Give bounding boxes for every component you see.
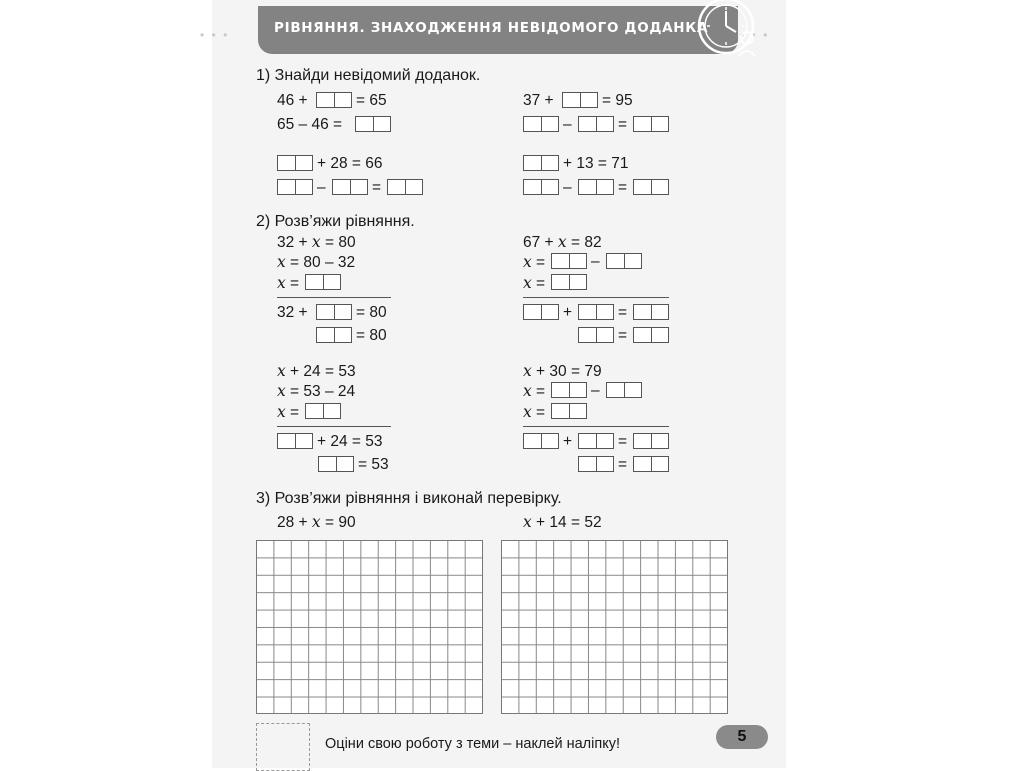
equals-sign: = (618, 116, 628, 133)
answer-box[interactable] (523, 179, 559, 195)
equation-b: 67 + x = 82 (523, 233, 602, 251)
plus-sign: + (563, 433, 573, 450)
answer-box[interactable] (633, 433, 669, 449)
task3-heading: 3) Розв’яжи рівняння і виконай перевірку. (256, 490, 562, 507)
answer-box[interactable] (606, 253, 642, 269)
equals-sign: = (618, 327, 628, 344)
task1a-right: = 65 (356, 92, 387, 109)
check-c-line2: = 53 (358, 456, 389, 473)
answer-box[interactable] (318, 456, 354, 472)
clock-icon (692, 0, 762, 66)
answer-box[interactable] (633, 327, 669, 343)
answer-box[interactable] (316, 327, 352, 343)
minus-sign: – (563, 179, 572, 196)
equation-a-step2: x = 80 – 32 (277, 253, 356, 271)
equation-a-step3: x = (277, 274, 300, 292)
equation-c-step3: x = (277, 403, 300, 421)
plus-sign: + (563, 304, 573, 321)
answer-box[interactable] (316, 304, 352, 320)
sticker-placeholder[interactable] (256, 723, 310, 771)
equation-b-step2: x = (523, 253, 546, 271)
topic-title: РІВНЯННЯ. ЗНАХОДЖЕННЯ НЕВІДОМОГО ДОДАНКА (274, 20, 709, 36)
answer-box[interactable] (551, 403, 587, 419)
answer-box[interactable] (332, 179, 368, 195)
answer-box[interactable] (277, 179, 313, 195)
task1b-left: 37 + (523, 92, 554, 109)
task1a-line2: 65 – 46 = (277, 116, 343, 133)
equation-c: x + 24 = 53 (277, 362, 356, 380)
equation-a: 32 + x = 80 (277, 233, 356, 251)
equals-sign: = (618, 456, 628, 473)
equals-sign: = (618, 179, 628, 196)
answer-box[interactable] (578, 433, 614, 449)
check-a-right: = 80 (356, 304, 387, 321)
task3-equation-right: x + 14 = 52 (523, 513, 602, 531)
check-c-right: + 24 = 53 (317, 433, 383, 450)
divider (277, 297, 391, 298)
writing-grid-left[interactable] (256, 540, 483, 714)
footer-instruction: Оціни свою роботу з теми – наклей наліпку! (325, 736, 620, 752)
equation-d: x + 30 = 79 (523, 362, 602, 380)
answer-box[interactable] (578, 456, 614, 472)
answer-box[interactable] (316, 92, 352, 108)
answer-box[interactable] (305, 274, 341, 290)
answer-box[interactable] (633, 456, 669, 472)
task2-heading: 2) Розв’яжи рівняння. (256, 213, 415, 230)
task1b-right: = 95 (602, 92, 633, 109)
task1a-left: 46 + (277, 92, 308, 109)
equation-c-step2: x = 53 – 24 (277, 382, 356, 400)
answer-box[interactable] (523, 116, 559, 132)
task1c-right: + 28 = 66 (317, 155, 383, 172)
answer-box[interactable] (633, 179, 669, 195)
minus-sign: – (591, 253, 600, 270)
task1-heading: 1) Знайди невідомий доданок. (256, 67, 481, 84)
answer-box[interactable] (551, 382, 587, 398)
decorative-dots-left: • • • (200, 28, 230, 42)
equals-sign: = (618, 433, 628, 450)
answer-box[interactable] (551, 253, 587, 269)
equation-d-step3: x = (523, 403, 546, 421)
divider (277, 426, 391, 427)
divider (523, 426, 669, 427)
minus-sign: – (591, 382, 600, 399)
answer-box[interactable] (523, 304, 559, 320)
answer-box[interactable] (578, 327, 614, 343)
writing-grid-right[interactable] (501, 540, 728, 714)
minus-sign: – (563, 116, 572, 133)
divider (523, 297, 669, 298)
answer-box[interactable] (578, 179, 614, 195)
check-a-line2: = 80 (356, 327, 387, 344)
answer-box[interactable] (606, 382, 642, 398)
answer-box[interactable] (633, 304, 669, 320)
answer-box[interactable] (578, 116, 614, 132)
equation-d-step2: x = (523, 382, 546, 400)
task1d-right: + 13 = 71 (563, 155, 629, 172)
answer-box[interactable] (305, 403, 341, 419)
equals-sign: = (618, 304, 628, 321)
minus-sign: – (317, 179, 326, 196)
equals-sign: = (372, 179, 382, 196)
answer-box[interactable] (523, 433, 559, 449)
check-a-left: 32 + (277, 304, 308, 321)
task3-equation-left: 28 + x = 90 (277, 513, 356, 531)
answer-box[interactable] (562, 92, 598, 108)
answer-box[interactable] (277, 433, 313, 449)
equation-b-step3: x = (523, 274, 546, 292)
answer-box[interactable] (387, 179, 423, 195)
answer-box[interactable] (355, 116, 391, 132)
answer-box[interactable] (633, 116, 669, 132)
answer-box[interactable] (551, 274, 587, 290)
answer-box[interactable] (523, 155, 559, 171)
page-number-badge: 5 (716, 725, 768, 749)
answer-box[interactable] (578, 304, 614, 320)
decorative-dots-right: • • • (740, 28, 770, 42)
answer-box[interactable] (277, 155, 313, 171)
